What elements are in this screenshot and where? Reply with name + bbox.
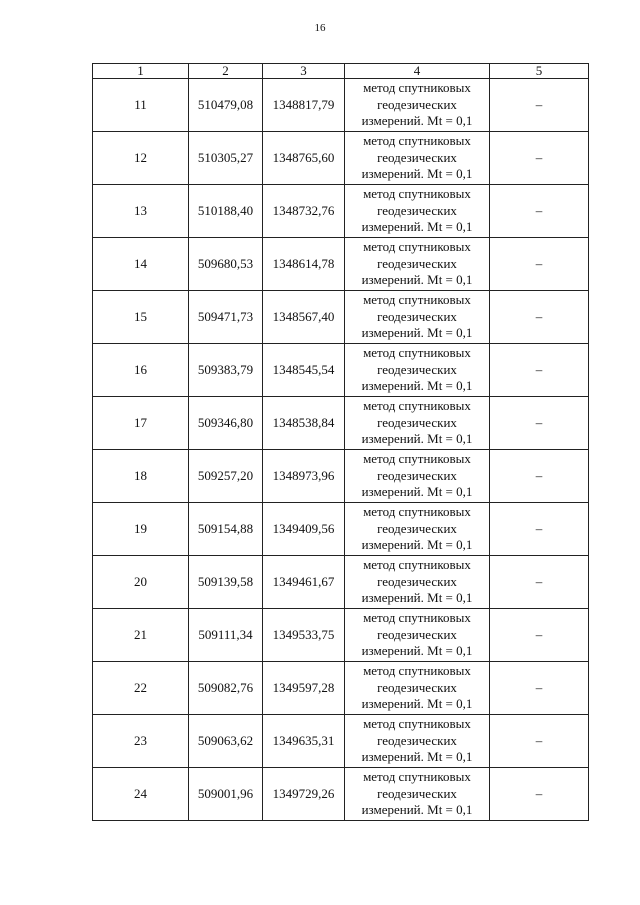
coordinate-x: 510188,40 [189, 185, 263, 238]
point-number: 22 [93, 662, 189, 715]
method-line: метод спутниковых [363, 345, 471, 361]
table-row [93, 450, 589, 503]
point-number: 11 [93, 79, 189, 132]
coordinate-x: 509001,96 [189, 768, 263, 821]
point-number: 21 [93, 609, 189, 662]
method-line: геодезических [377, 414, 457, 430]
method-line: метод спутниковых [363, 80, 471, 96]
coordinate-x: 509680,53 [189, 238, 263, 291]
point-number: 23 [93, 715, 189, 768]
point-number: 18 [93, 450, 189, 503]
coordinate-y: 1348765,60 [263, 132, 345, 185]
method-description [345, 79, 490, 132]
method-line: измерений. Mt = 0,1 [361, 272, 473, 288]
table-row [93, 662, 589, 715]
method-description [345, 344, 490, 397]
coordinate-y: 1348538,84 [263, 397, 345, 450]
coordinate-y: 1349409,56 [263, 503, 345, 556]
coordinate-x: 509063,62 [189, 715, 263, 768]
method-line: измерений. Mt = 0,1 [361, 802, 473, 818]
table-row [93, 609, 589, 662]
coordinate-y: 1348614,78 [263, 238, 345, 291]
note-cell: – [490, 397, 589, 450]
coordinate-y: 1349461,67 [263, 556, 345, 609]
method-line: измерений. Mt = 0,1 [361, 643, 473, 659]
method-line: измерений. Mt = 0,1 [361, 325, 473, 341]
coordinate-y: 1349597,28 [263, 662, 345, 715]
method-description [345, 503, 490, 556]
coordinate-y: 1348817,79 [263, 79, 345, 132]
point-number: 17 [93, 397, 189, 450]
coordinate-x: 509383,79 [189, 344, 263, 397]
method-line: геодезических [377, 361, 457, 377]
table-row [93, 715, 589, 768]
method-line: метод спутниковых [363, 610, 471, 626]
method-description [345, 768, 490, 821]
table-row [93, 556, 589, 609]
note-cell: – [490, 344, 589, 397]
column-header-4: 4 [345, 64, 490, 79]
note-cell: – [490, 291, 589, 344]
coordinate-y: 1348973,96 [263, 450, 345, 503]
note-cell: – [490, 556, 589, 609]
table-row [93, 768, 589, 821]
table-row [93, 344, 589, 397]
coordinate-x: 509346,80 [189, 397, 263, 450]
method-line: измерений. Mt = 0,1 [361, 166, 473, 182]
method-line: измерений. Mt = 0,1 [361, 113, 473, 129]
note-cell: – [490, 503, 589, 556]
method-description [345, 715, 490, 768]
method-description [345, 132, 490, 185]
note-cell: – [490, 238, 589, 291]
coordinate-y: 1349635,31 [263, 715, 345, 768]
method-line: метод спутниковых [363, 451, 471, 467]
table-row [93, 503, 589, 556]
method-line: геодезических [377, 96, 457, 112]
method-line: метод спутниковых [363, 186, 471, 202]
method-description [345, 609, 490, 662]
method-line: метод спутниковых [363, 663, 471, 679]
method-line: геодезических [377, 626, 457, 642]
note-cell: – [490, 609, 589, 662]
method-line: измерений. Mt = 0,1 [361, 484, 473, 500]
point-number: 12 [93, 132, 189, 185]
method-line: метод спутниковых [363, 716, 471, 732]
note-cell: – [490, 185, 589, 238]
coordinate-y: 1349533,75 [263, 609, 345, 662]
method-description [345, 397, 490, 450]
coordinate-x: 509154,88 [189, 503, 263, 556]
method-line: метод спутниковых [363, 504, 471, 520]
method-line: метод спутниковых [363, 557, 471, 573]
point-number: 24 [93, 768, 189, 821]
method-line: измерений. Mt = 0,1 [361, 590, 473, 606]
method-line: метод спутниковых [363, 398, 471, 414]
method-description [345, 556, 490, 609]
method-line: метод спутниковых [363, 769, 471, 785]
coordinate-x: 509471,73 [189, 291, 263, 344]
column-header-5: 5 [490, 64, 589, 79]
page-number: 16 [314, 22, 326, 34]
method-line: геодезических [377, 520, 457, 536]
method-line: измерений. Mt = 0,1 [361, 431, 473, 447]
column-header-1: 1 [93, 64, 189, 79]
method-description [345, 238, 490, 291]
point-number: 16 [93, 344, 189, 397]
table-row [93, 79, 589, 132]
point-number: 15 [93, 291, 189, 344]
coordinate-x: 509257,20 [189, 450, 263, 503]
note-cell: – [490, 450, 589, 503]
method-line: геодезических [377, 202, 457, 218]
coordinate-x: 509082,76 [189, 662, 263, 715]
method-line: геодезических [377, 785, 457, 801]
note-cell: – [490, 768, 589, 821]
method-line: измерений. Mt = 0,1 [361, 378, 473, 394]
coordinate-y: 1348567,40 [263, 291, 345, 344]
method-line: измерений. Mt = 0,1 [361, 696, 473, 712]
coordinates-table [92, 63, 589, 821]
table-row [93, 132, 589, 185]
method-line: геодезических [377, 732, 457, 748]
method-description [345, 662, 490, 715]
table-header-row [93, 64, 589, 79]
table-body [93, 79, 589, 821]
table-row [93, 185, 589, 238]
method-line: измерений. Mt = 0,1 [361, 219, 473, 235]
coordinate-x: 510479,08 [189, 79, 263, 132]
table-row [93, 397, 589, 450]
table-row [93, 238, 589, 291]
method-description [345, 450, 490, 503]
method-line: измерений. Mt = 0,1 [361, 537, 473, 553]
method-line: измерений. Mt = 0,1 [361, 749, 473, 765]
coordinate-x: 509111,34 [189, 609, 263, 662]
table-row [93, 291, 589, 344]
point-number: 20 [93, 556, 189, 609]
method-description [345, 185, 490, 238]
method-line: геодезических [377, 255, 457, 271]
column-header-2: 2 [189, 64, 263, 79]
coordinate-x: 509139,58 [189, 556, 263, 609]
method-line: геодезических [377, 149, 457, 165]
method-description [345, 291, 490, 344]
point-number: 19 [93, 503, 189, 556]
coordinate-y: 1349729,26 [263, 768, 345, 821]
coordinate-y: 1348545,54 [263, 344, 345, 397]
coordinate-y: 1348732,76 [263, 185, 345, 238]
point-number: 13 [93, 185, 189, 238]
method-line: геодезических [377, 308, 457, 324]
note-cell: – [490, 662, 589, 715]
coordinate-x: 510305,27 [189, 132, 263, 185]
note-cell: – [490, 132, 589, 185]
point-number: 14 [93, 238, 189, 291]
method-line: геодезических [377, 467, 457, 483]
column-header-3: 3 [263, 64, 345, 79]
method-line: геодезических [377, 573, 457, 589]
method-line: метод спутниковых [363, 133, 471, 149]
note-cell: – [490, 715, 589, 768]
method-line: метод спутниковых [363, 239, 471, 255]
method-line: геодезических [377, 679, 457, 695]
method-line: метод спутниковых [363, 292, 471, 308]
note-cell: – [490, 79, 589, 132]
